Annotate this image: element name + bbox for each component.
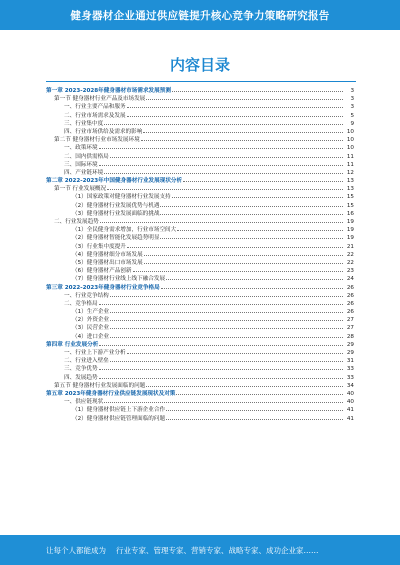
toc-leader-dots — [107, 184, 343, 190]
toc-leader-dots — [172, 86, 343, 92]
toc-entry[interactable] — [46, 119, 354, 127]
toc-entry-page: 10 — [346, 137, 354, 144]
toc-entry[interactable] — [46, 143, 354, 151]
toc-entry-page: 3 — [350, 96, 354, 103]
toc-leader-dots — [104, 397, 343, 403]
toc-entry[interactable] — [46, 168, 354, 176]
toc-leader-dots — [99, 364, 343, 370]
toc-entry[interactable] — [46, 364, 354, 372]
toc-entry[interactable] — [46, 414, 354, 422]
toc-leader-dots — [160, 201, 343, 207]
table-of-contents — [46, 86, 354, 422]
toc-entry-label: 四、产业链环境 — [64, 169, 104, 176]
toc-leader-dots — [160, 209, 343, 215]
toc-leader-dots — [110, 356, 343, 362]
toc-leader-dots — [127, 242, 343, 248]
toc-entry[interactable] — [46, 94, 354, 102]
toc-entry-label: 三、行业集中度 — [64, 120, 104, 127]
toc-entry[interactable] — [46, 315, 354, 323]
toc-leader-dots — [183, 176, 343, 182]
toc-entry-page: 19 — [346, 227, 354, 234]
toc-entry-label: （3）民营企业 — [72, 325, 110, 332]
toc-leader-dots — [110, 323, 343, 329]
toc-leader-dots — [176, 389, 343, 395]
toc-entry[interactable] — [46, 348, 354, 356]
toc-entry[interactable] — [46, 373, 354, 381]
toc-leader-dots — [166, 405, 343, 411]
toc-entry-page: 28 — [346, 333, 354, 340]
toc-leader-dots — [110, 291, 343, 297]
toc-entry-label: 第三章 2022-2023年健身器材行业竞争格局 — [46, 284, 160, 291]
toc-entry[interactable] — [46, 405, 354, 413]
toc-entry-page: 3 — [350, 88, 354, 94]
toc-entry-page: 9 — [350, 120, 354, 127]
toc-leader-dots — [161, 283, 343, 289]
toc-entry-label: 第二节 健身器材行业市场发展环境 — [54, 137, 140, 144]
toc-entry-page: 29 — [346, 350, 354, 356]
toc-entry-page: 27 — [346, 317, 354, 324]
toc-entry-label: 三、竞争优势 — [64, 366, 98, 373]
toc-entry[interactable] — [46, 381, 354, 389]
toc-entry-page: 34 — [346, 382, 354, 389]
toc-entry[interactable] — [46, 291, 354, 299]
toc-entry-page: 24 — [346, 276, 354, 283]
toc-entry-page: 33 — [346, 374, 354, 381]
toc-entry-label: （6）健身器材产品创新 — [72, 268, 132, 275]
toc-entry[interactable] — [46, 184, 354, 192]
toc-entry-label: （4）进口企业 — [72, 333, 110, 340]
toc-entry-page: 12 — [346, 169, 354, 176]
toc-entry-label: 二、国内供需格局 — [64, 153, 109, 160]
toc-entry-page: 3 — [350, 104, 354, 111]
toc-entry-page: 16 — [346, 210, 354, 217]
toc-leader-dots — [143, 127, 343, 133]
toc-leader-dots — [99, 373, 343, 379]
toc-entry[interactable] — [46, 283, 354, 291]
toc-divider — [46, 81, 356, 82]
toc-leader-dots — [177, 225, 343, 231]
footer-slogan: 让每个人都能成为 — [46, 545, 106, 555]
toc-entry[interactable] — [46, 323, 354, 331]
toc-entry-page: 40 — [346, 399, 354, 406]
toc-entry-page: 19 — [346, 235, 354, 242]
toc-entry-page: 41 — [346, 407, 354, 414]
toc-leader-dots — [146, 381, 343, 387]
toc-entry-page: 11 — [346, 161, 354, 168]
toc-entry[interactable] — [46, 209, 354, 217]
toc-entry-label: （5）健身器材出口市场发展 — [72, 259, 143, 266]
toc-entry[interactable] — [46, 274, 354, 282]
toc-entry[interactable] — [46, 258, 354, 266]
toc-entry-label: 一、政策环境 — [64, 145, 98, 152]
report-footer — [0, 535, 400, 565]
toc-entry-page: 10 — [346, 128, 354, 135]
toc-leader-dots — [99, 143, 343, 149]
toc-entry-page: 26 — [346, 284, 354, 291]
toc-entry-page: 26 — [346, 300, 354, 307]
toc-entry-page: 15 — [346, 202, 354, 209]
toc-entry[interactable] — [46, 397, 354, 405]
toc-entry[interactable] — [46, 217, 354, 225]
toc-entry-label: 一、行业主要产品和服务 — [64, 104, 126, 111]
toc-entry-label: （1）国家政策对健身器材行业发展支持 — [72, 194, 171, 201]
toc-entry-page: 41 — [346, 415, 354, 422]
toc-entry-page: 15 — [346, 194, 354, 201]
toc-leader-dots — [133, 266, 344, 272]
toc-leader-dots — [141, 135, 343, 141]
toc-leader-dots — [110, 307, 343, 313]
toc-entry[interactable] — [46, 201, 354, 209]
toc-entry-label: 二、竞争格局 — [64, 300, 98, 307]
toc-entry[interactable] — [46, 266, 354, 274]
toc-leader-dots — [104, 168, 343, 174]
toc-leader-dots — [127, 102, 343, 108]
toc-entry[interactable] — [46, 250, 354, 258]
toc-entry-page: 27 — [346, 325, 354, 332]
toc-entry[interactable] — [46, 152, 354, 160]
toc-entry-page: 26 — [346, 309, 354, 316]
toc-entry[interactable] — [46, 192, 354, 200]
toc-entry[interactable] — [46, 332, 354, 340]
toc-entry[interactable] — [46, 307, 354, 315]
report-header — [0, 0, 400, 30]
toc-entry[interactable] — [46, 299, 354, 307]
toc-leader-dots — [144, 250, 343, 256]
toc-entry[interactable] — [46, 340, 354, 348]
toc-entry-page: 26 — [346, 292, 354, 299]
toc-entry-label: 四、行业市场供给及需求的影响 — [64, 128, 143, 135]
toc-entry[interactable] — [46, 242, 354, 250]
toc-entry-label: （3）行业集中度提升 — [72, 243, 126, 250]
toc-entry-page: 22 — [346, 259, 354, 266]
toc-entry-label: （1）健身器材供应链上下游企业合作 — [72, 407, 166, 414]
toc-leader-dots — [166, 414, 343, 420]
toc-entry-label: （1）全民健身需求增加，行业市场空间大 — [72, 227, 177, 234]
toc-entry-label: （2）健身器材行业发展优势与机遇 — [72, 202, 160, 209]
toc-entry-page: 5 — [350, 112, 354, 119]
toc-entry-page: 29 — [346, 341, 354, 348]
toc-entry[interactable] — [46, 111, 354, 119]
toc-leader-dots — [110, 152, 343, 158]
toc-leader-dots — [127, 111, 343, 117]
toc-heading: 内容目录 — [169, 56, 230, 74]
toc-entry[interactable] — [46, 127, 354, 135]
toc-leader-dots — [104, 119, 343, 125]
toc-entry[interactable] — [46, 356, 354, 364]
toc-entry-label: （2）外资企业 — [72, 317, 110, 324]
toc-entry-label: 第五章 2023年健身器材行业供应链发展现状及对策 — [46, 390, 176, 397]
toc-entry-label: （4）健身器材细分市场发展 — [72, 251, 143, 258]
toc-entry[interactable] — [46, 233, 354, 241]
toc-entry[interactable] — [46, 102, 354, 110]
toc-entry-label: 二、行业发展趋势 — [54, 219, 99, 225]
toc-entry[interactable] — [46, 225, 354, 233]
toc-entry-label: 第四章 行业发展分析 — [46, 341, 99, 348]
toc-entry-label: 四、发展趋势 — [64, 374, 98, 381]
toc-leader-dots — [144, 258, 343, 264]
toc-entry-page: 22 — [346, 251, 354, 258]
toc-entry-label: 第二章 2022-2023年中国健身器材行业发展现状分析 — [46, 178, 183, 185]
toc-leader-dots — [127, 348, 343, 354]
toc-leader-dots — [99, 299, 343, 305]
toc-entry[interactable] — [46, 160, 354, 168]
toc-leader-dots — [166, 274, 343, 280]
toc-entry-page: 19 — [346, 219, 354, 225]
toc-entry-label: 第五节 健身器材行业发展面临的问题 — [54, 382, 146, 389]
toc-entry-page: 13 — [346, 178, 354, 185]
toc-entry-page: 31 — [346, 358, 354, 365]
toc-entry[interactable] — [46, 135, 354, 143]
toc-entry-label: （3）健身器材行业发展面临的挑战 — [72, 210, 160, 217]
toc-entry-label: 三、国际环境 — [64, 161, 98, 168]
toc-entry-page: 10 — [346, 145, 354, 152]
footer-roles: 行业专家、管理专家、营销专家、战略专家、成功企业家…… — [116, 545, 319, 555]
toc-entry[interactable] — [46, 86, 354, 94]
toc-entry-page: 21 — [346, 243, 354, 250]
toc-entry-page: 13 — [346, 186, 354, 193]
toc-entry-label: 第一章 2023-2028年健身器材市场需求发展预测 — [46, 88, 171, 94]
toc-entry-page: 40 — [346, 390, 354, 397]
toc-entry-label: （1）生产企业 — [72, 309, 110, 316]
toc-entry-label: 一、供应链现状 — [64, 399, 104, 406]
toc-leader-dots — [100, 217, 343, 223]
toc-entry-label: 一、行业竞争结构 — [64, 292, 109, 299]
toc-entry-label: 二、行业市场需求及发展 — [64, 112, 126, 119]
toc-entry-page: 33 — [346, 366, 354, 373]
toc-entry-label: 第一节 健身器材行业产品及市场发展 — [54, 96, 146, 103]
toc-entry-label: 第一节 行业发展概况 — [54, 186, 107, 193]
toc-entry-page: 11 — [346, 153, 354, 160]
toc-leader-dots — [160, 233, 343, 239]
toc-leader-dots — [146, 94, 343, 100]
report-title: 健身器材企业通过供应链提升核心竞争力策略研究报告 — [70, 9, 330, 22]
toc-leader-dots — [172, 192, 343, 198]
toc-entry[interactable] — [46, 176, 354, 184]
toc-leader-dots — [110, 332, 343, 338]
toc-leader-dots — [99, 160, 343, 166]
toc-entry-label: （7）健身器材行业线上线下融合发展 — [72, 276, 166, 283]
toc-entry[interactable] — [46, 389, 354, 397]
toc-entry-page: 23 — [346, 268, 354, 275]
toc-entry-label: 一、行业上下游产业分析 — [64, 350, 126, 356]
toc-leader-dots — [110, 315, 343, 321]
toc-entry-label: （2）健身器材智能化发展趋势明显 — [72, 235, 160, 242]
toc-leader-dots — [99, 340, 343, 346]
toc-entry-label: （2）健身器材供应链管理面临的问题 — [72, 415, 166, 422]
toc-entry-label: 二、行业进入壁垒 — [64, 358, 109, 365]
